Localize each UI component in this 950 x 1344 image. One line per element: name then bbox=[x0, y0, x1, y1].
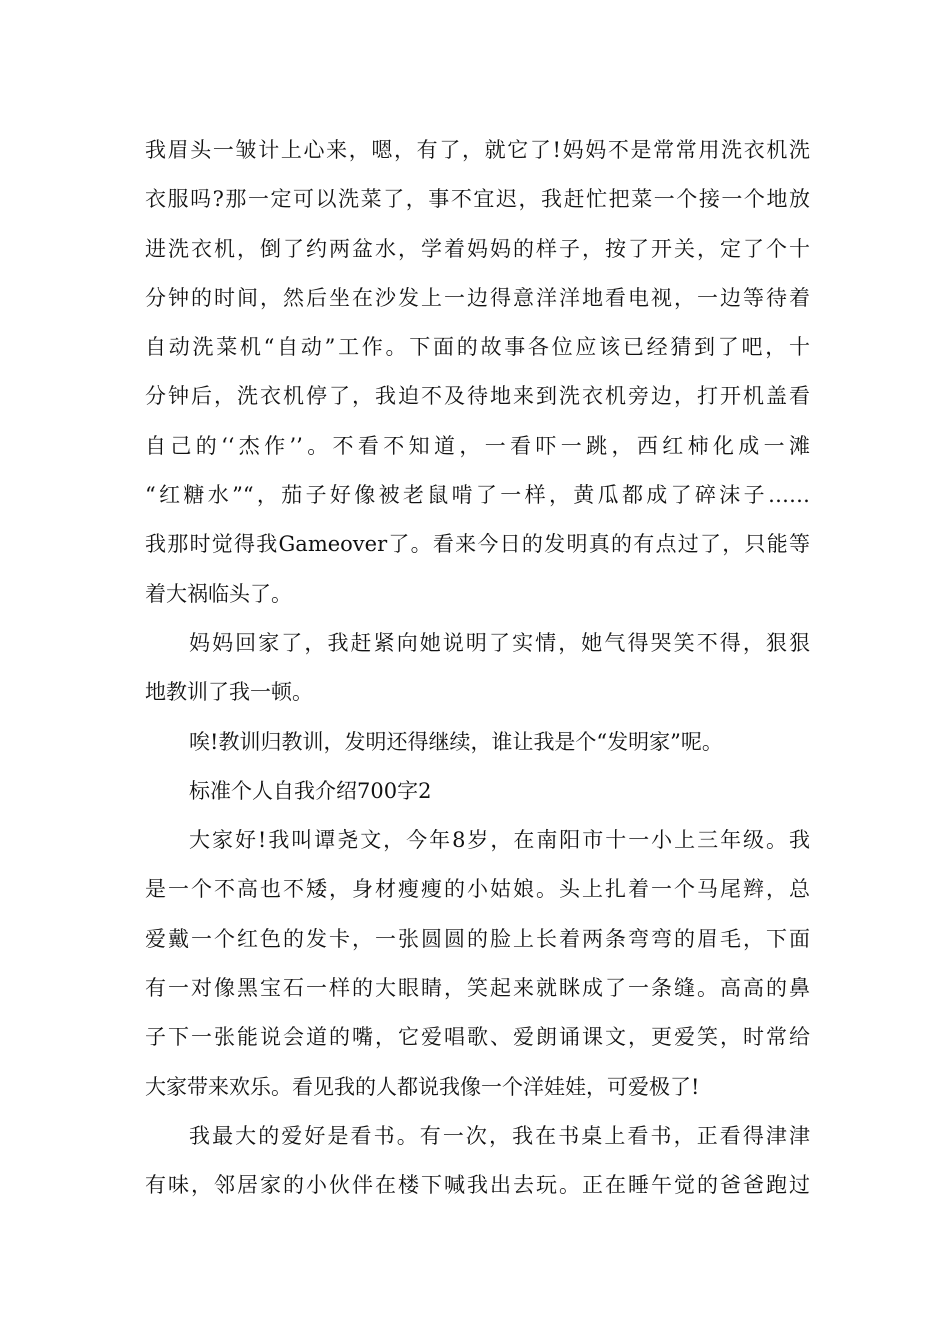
text-line: 子下一张能说会道的嘴，它爱唱歌、爱朗诵课文，更爱笑，时常给 bbox=[145, 1025, 810, 1050]
text-line: 有一对像黑宝石一样的大眼睛，笑起来就眯成了一条缝。高高的鼻 bbox=[145, 976, 810, 1001]
text-line: 地教训了我一顿。 bbox=[145, 680, 313, 705]
text-line: 有味，邻居家的小伙伴在楼下喊我出去玩。正在睡午觉的爸爸跑过 bbox=[145, 1173, 810, 1198]
text-line: 大家好!我叫谭尧文，今年8岁，在南阳市十一小上三年级。我 bbox=[189, 828, 810, 853]
text-line: 唉!教训归教训，发明还得继续，谁让我是个“发明家”呢。 bbox=[189, 729, 723, 754]
text-line: 自己的‘‘杰作’’。不看不知道，一看吓一跳，西红柿化成一滩 bbox=[145, 433, 810, 458]
text-line: 是一个不高也不矮，身材瘦瘦的小姑娘。头上扎着一个马尾辫，总 bbox=[145, 877, 810, 902]
text-line: 标准个人自我介绍700字2 bbox=[189, 778, 432, 803]
text-line: 我那时觉得我Gameover了。看来今日的发明真的有点过了，只能等 bbox=[145, 532, 810, 557]
text-line: 自动洗菜机“自动”工作。下面的故事各位应该已经猜到了吧，十 bbox=[145, 335, 810, 360]
text-line: 衣服吗?那一定可以洗菜了，事不宜迟，我赶忙把菜一个接一个地放 bbox=[145, 187, 810, 212]
text-line: 爱戴一个红色的发卡，一张圆圆的脸上长着两条弯弯的眉毛，下面 bbox=[145, 926, 810, 951]
text-line: 分钟后，洗衣机停了，我迫不及待地来到洗衣机旁边，打开机盖看 bbox=[145, 384, 810, 409]
text-line: 进洗衣机，倒了约两盆水，学着妈妈的样子，按了开关，定了个十 bbox=[145, 236, 810, 261]
document-body bbox=[145, 126, 810, 1211]
text-line: “红糖水”“，茄子好像被老鼠啃了一样，黄瓜都成了碎沫子…… bbox=[145, 483, 810, 508]
text-line: 我最大的爱好是看书。有一次，我在书桌上看书，正看得津津 bbox=[189, 1123, 810, 1148]
text-line: 大家带来欢乐。看见我的人都说我像一个洋娃娃，可爱极了! bbox=[145, 1074, 700, 1099]
text-line: 分钟的时间，然后坐在沙发上一边得意洋洋地看电视，一边等待着 bbox=[145, 285, 810, 310]
text-line: 我眉头一皱计上心来，嗯，有了，就它了!妈妈不是常常用洗衣机洗 bbox=[145, 138, 810, 162]
text-line: 妈妈回家了，我赶紧向她说明了实情，她气得哭笑不得，狠狠 bbox=[189, 630, 810, 655]
text-line: 着大祸临头了。 bbox=[145, 581, 292, 606]
